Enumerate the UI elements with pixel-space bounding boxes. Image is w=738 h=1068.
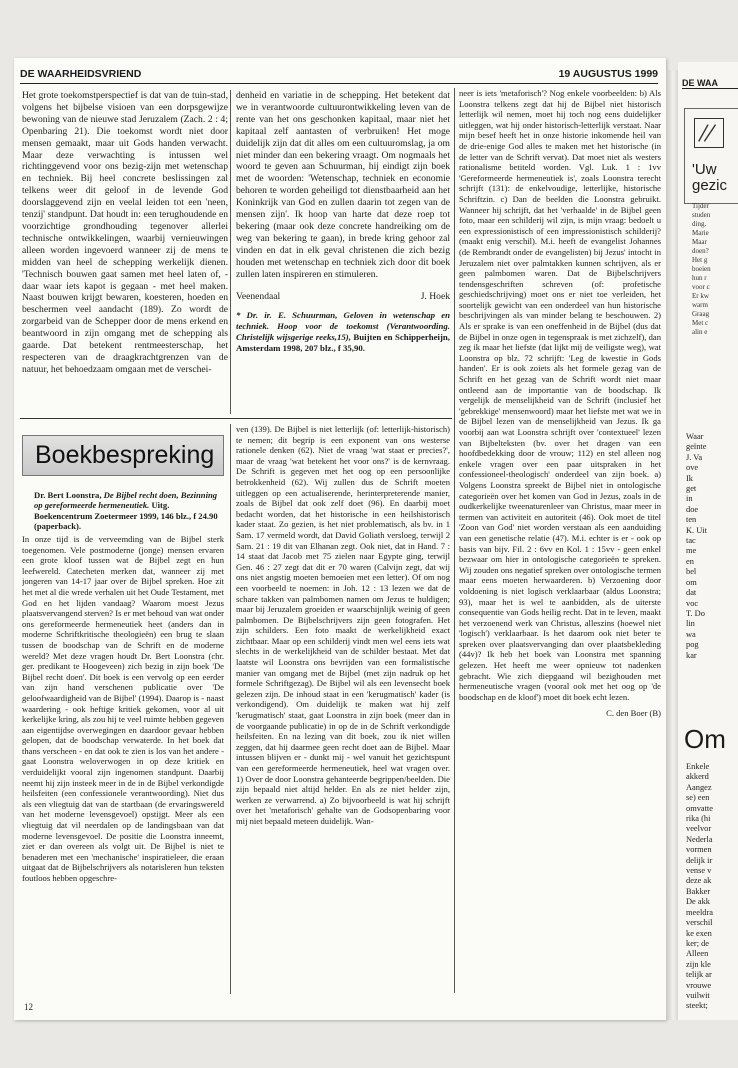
next-page-edge <box>678 62 738 1020</box>
issue-date: 19 AUGUSTUS 1999 <box>558 68 658 80</box>
review-column-3 <box>459 88 661 988</box>
review-text: neer is iets 'metaforisch'? Nog enkele voorbeelden: b) Als Loonstra telkens zegt dat hij de Bijbel niet historisch letterlijk wil nemen, moet hij toch nog eens duidelijker uitleggen, wat hij onder historisch-letterlijk verstaat. Naar mijn besef heeft het in onze historie inkomende heil van de drie-enige God alles te maken met het historische (in de letter van de Schrift vervat). Dat moet niet als westers rationalisme betiteld worden. Vgl. Luk. 1 : 1vv 'Gereformeerde hermeneutiek is', zoals Loonstra terecht schrijft (131): de enkelvoudige, letterlijke, historische Schriftzin. c) Dan de beelden die Loonstra gebruikt. Wanneer hij schrijft, dat het 'verhaalde' in de Bijbel geen foto, maar een schilderij wil zijn, is mijn vraag: bedoelt u een expressionistisch of een impressionistisch schilderij? (maakt enig verschil). M.i. heeft de evangelist Johannes (de Rembrandt onder de evangelisten) bij Jezus' intocht in Jeruzalem niet over palmtakken kunnen schrijven, als er geen palmbomen waren. Dat de Bijbelschrijvers tendensgeschriften schreven (of: profetische geschiedschrijving) moet ons er niet toe verleiden, het soortelijk gewicht van een onderdeel van hun historische beschrijvingen als van minder belang te beschouwen. 2) Als er sprake is van een oneffenheid in de Bijbel (dus dat de Bijbel in onze ogen in tegenspraak is met zichzelf), dan zeg ik maar het liefste (dat lijkt mij de veiligste weg), wat Loonstra op blz. 72 schrijft: 'Leg de kwestie in Gods handen'. Er is ook zoiets als het formele gezag van de Schrift en het gezag van de Schrift wordt niet maar ontleend aan de importantie van de boodschap. Ik vergelijk de menselijkheid van de Schrift (inclusief het 'gebrekkige' mensenwoord) maar het liefste met wat we in de Bijbel lezen van de menselijkheid van Jezus. Ik ga voorbij aan wat Loonstra schrijft over 'contextueel' lezen van Bijbelteksten (bv. over het dragen van een hoofdbedekking door de vrouw; 112) en stel alleen nog enkele vragen over een paar uitspraken in het confessioneel-theologisch' onderdeel van zijn boek. a) Volgens Loonstra spreekt de Bijbel niet in ontologische categorieën over het komen van God in Jezus, zoals in de oudkerkelijke tweenaturenleer van Christus, maar meer in termen van activiteit en autoriteit (46). Ook moet de titel 'Zoon van God' niet worden verstaan als een aanduiding van een genetische relatie (47). M.i. echter is er - ook op basis van bijv. Fil. 2 : 6vv en Kol. 1 : 15vv - geen enkel bezwaar om hier in ontologische categorieën te spreken. Wij zouden ons negatief spreken over ontologische termen maar eens moeten herwaarderen. b) Verzoening door voldoening is niet logisch verklaarbaar (aldus Loonstra; 93), maar het is wel te aanbidden, als de uiterste consequentie van Gods heilig recht. Dat in te leven, maakt het verzoenend werk van Christus, alleszins (hoewel niet 'logisch') verklaarbaar. Is het daarom ook niet beter te spreken over plaatsvervanging dan over plaatsbekleding (44v)? Ik heb het boek van Loonstra met spanning gelezen. Het heeft me weer opnieuw tot nadenken gebracht. Wie zich diepgaand wil bezighouden met hermeneutische vragen (vooral ook met het oog op 'de boodschap en de kloof') moet dit boek echt lezen. <box>459 88 661 702</box>
article-author: J. Hoek <box>420 290 450 302</box>
review-column-1 <box>22 534 224 994</box>
next-page-line: studen <box>692 211 711 219</box>
next-page-line: lin <box>686 619 695 629</box>
next-page-title-line-1: 'Uw <box>692 161 717 178</box>
next-page-line: Waar <box>686 432 704 441</box>
next-page-header: DE WAA <box>682 78 738 89</box>
next-page-line: vrouwe <box>686 980 712 990</box>
next-page-line: doe <box>686 504 699 514</box>
next-page-line: T. Do <box>686 608 705 618</box>
next-page-line: tac <box>686 536 696 546</box>
next-page-line: pog <box>686 640 699 650</box>
next-page-line: dat <box>686 588 697 598</box>
next-page-line: ker; de <box>686 938 710 948</box>
next-page-line: omvatte <box>686 803 713 813</box>
review-column-2 <box>236 424 450 999</box>
next-page-line: meeldra <box>686 907 713 917</box>
next-page-line: voc <box>686 598 699 608</box>
next-page-line: alin e <box>692 328 708 336</box>
next-page-line: Graag <box>692 310 710 318</box>
next-page-line: J. Va <box>686 452 703 462</box>
next-page-line: ten <box>686 515 697 525</box>
next-page-line: Enkele <box>686 762 710 771</box>
next-page-line: in <box>686 494 693 504</box>
next-page-line: telijk ar <box>686 970 712 980</box>
next-page-line: Met c <box>692 319 709 327</box>
next-page-line: Marie <box>692 229 709 237</box>
next-page-line: De akk <box>686 897 710 907</box>
next-page-line: kar <box>686 650 697 660</box>
next-page-line: get <box>686 484 697 494</box>
newspaper-page <box>14 58 666 1020</box>
next-page-line: Nederla <box>686 834 713 844</box>
next-page-box-text <box>692 202 736 337</box>
next-page-line: ove <box>686 463 699 473</box>
next-page-line: me <box>686 546 697 556</box>
next-page-line: vense v <box>686 866 712 876</box>
next-page-line: akkerd <box>686 772 709 782</box>
page-number: 12 <box>24 1002 33 1012</box>
column-rule <box>230 90 231 414</box>
next-page-line: Bakker <box>686 886 711 896</box>
next-page-line: zijn kle <box>686 959 711 969</box>
next-page-big-title: Om <box>684 724 726 754</box>
article-text: denheid en variatie in de schepping. Het betekent dat we in verantwoorde cultuurontwikkeling leven van de rente van het ons geschonken kapitaal, maar niet het kapitaal zelf aantasten of verbruiken! Het moge duidelijk zijn dat dit alles om een cultuuromslag, ja om niet minder dan een bekering vraagt. Om nogmaals het woord te geven aan Schuurman, hij eindigt zijn boek met de woorden: 'Wetenschap, techniek en economie behoren te worden geheiligd tot dienstbaarheid aan het Koninkrijk van God en zullen daarin tot zegen van de mensen zijn'. Ik hoop van harte dat deze roep tot bekering (maar ook deze concrete handreiking om de weg van bekering te gaan), in brede kring gehoor zal vinden en dat in elk geval christenen die zich bezig houden met wetenschap en techniek zich door dit boek zullen laten inspireren en stimuleren. <box>236 90 450 280</box>
next-page-line: Ik <box>686 473 693 483</box>
next-page-line: verschil <box>686 918 713 928</box>
next-page-line: delijk ir <box>686 855 713 865</box>
column-rule <box>230 424 231 994</box>
next-page-bottom-text <box>686 762 738 1012</box>
review-book-info <box>34 490 224 532</box>
review-book-publisher: Uitg. Boekencentrum Zoetermeer 1999, 146 blz., f 24.90 (paperback). <box>34 500 218 532</box>
next-page-line: geïnte <box>686 442 707 452</box>
reviewer-name: C. den Boer (B) <box>606 708 661 719</box>
next-page-line: ding. <box>692 220 707 228</box>
section-divider <box>20 418 452 419</box>
next-page-line: deze ak <box>686 876 712 886</box>
publication-name: DE WAARHEIDSVRIEND <box>20 68 142 80</box>
article-footnote <box>236 310 450 353</box>
next-page-line: Het g <box>692 256 708 264</box>
next-page-line: ke exen <box>686 928 712 938</box>
article-column-2 <box>236 90 450 416</box>
next-page-title-line-2: gezic <box>692 177 728 194</box>
review-text: ven (139). De Bijbel is niet letterlijk (of: letterlijk-historisch) te nemen; dit begrip is een exponent van ons westerse rationele denken (62). Niet de vraag 'wat staat er precies?', maar de vraag 'wat betekent het voor ons?' is de kernvraag. De Schrift is gegeven met het oog op een persoonlijke betrokkenheid (62). Wij zullen dus de Schrift moeten uitleggen op een actualiserende, herinterpreterende manier, zoals de Bijbel dat ook zelf doet (96). En daarbij moet bedacht worden, dat het historische in een heilshistorisch kader staat. Zo gezien, is het niet problematisch, als bv. in 1 Sam. 17 vermeld wordt, dat David Goliath versloeg, terwijl 2 Sam. 21 : 19 dit van Elhanan zegt. Ook niet, dat in Hand. 7 : 14 staat dat Jacob met 75 zielen naar Egypte ging, terwijl Gen. 46 : 27 zegt dat dit er 70 waren (Calvijn zegt, dat wij ons niet angstig moeten bemoeien met een letter). Of om nog een voorbeeld te noemen: in Joh. 12 : 13 lezen we dat de schare takken van palmbomen namen om Jezus te huldigen; maar bij Jeruzalem groeiden er waarschijnlijk weinig of geen palmbomen. De Bijbelschrijvers zijn geen fotografen. Het zijn schilders. Een foto maakt de werkelijkheid exact zichtbaar. Maar op een schilderij vindt men wel eens iets wat slechts in de werkelijkheid van de schilder bestaat. Met dat laatste wil Loonstra ons bevrijden van een formalistische manier van omgang met de Bijbel (met zijn nadruk op het formele Schriftgezag). De Bijbel wil als een levensecht boek gelezen zijn. De inhoud staat in een 'kerugmatisch' kader (is verkondigend). Om duidelijk te maken wat hij zelf 'kerugmatisch' staat, gaat Loonstra in zijn boek (meer dan in de voorgaande publicatie) in op de in de Schrift verkondigde heilsfeiten. En na lezing van dit boek, zou ik niet willen zeggen, dat hij daarmee geen recht doet aan de Bijbel. Maar intussen blijven er - dunkt mij - wel vanuit het gezichtspunt van een gereformeerde hermeneutiek, heel wat vragen over. 1) Over de door Loonstra gehanteerde begrippen/beelden. Die zijn bepaald niet altijd helder. En als ze niet helder zijn, werken ze verwarrend. a) Zo bijvoorbeeld is wat hij schrijft over het 'metaforisch' gehalte van de Godsopenbaring voor mij niet bepaald meteen duidelijk. Wan- <box>236 424 450 826</box>
book-icon <box>694 118 724 148</box>
review-text: In onze tijd is de verveemding van de Bijbel sterk toegenomen. Vele postmoderne (jonge) mensen ervaren een grote kloof tussen wat de Bijbel zegt en hun leefwereld. Catecheten merken dat, wanneer zij met jongeren van 14-17 jaar over de Bijbel spreken. Hoe zit het met al die wrede verhalen uit het Oude Testament, met God en het lijden vandaag? Waarom moest Jezus plaatsvervangend sterven? Is er met behoud van wat onder ons gereformeerde hermeneutiek heet (anders dan in moderne Schriftkritische theologieën) een brug te slaan tussen de boodschap van de Schrift en de moderne wereld? Met deze vragen houdt Dr. Bert Loonstra (chr. ger. predikant te Hoogeveen) zich bezig in zijn boek 'De Bijbel recht doen'. Dit boek is een vervolg op een eerder van zijn hand verschenen publicatie over 'De geloofwaardigheid van de Bijbel' (1994). Daarop is - naast waardering - ook heftige kritiek gekomen, voor al uit kerkelijke kring, als zou hij te veel ruimte hebben gegeven aan eigentijdse overwegingen en daardoor gevaar hebben gelopen, dat de boodschap verwaterde. In het boek dat thans verscheen - en dat ook te zien is los van het andere - gaat Loonstra weloverwogen in op deze kritiek en verduidelijkt vooral zijn ingenomen standpunt. Daarbij neemt hij zijn insteek meer in de in de Bijbel verkondigde heilsfeiten (een confessionele verantwoording). Niet dus als een vliegtuig dat van de startbaan (de ervaringswereld van het moderne levensgevoel) opstijgt. Meer als een vliegtuig dat vil neerdalen op de landingsbaan van dat moderne levensgevoel. De positie die Loonstra inneemt, ziet er dan overeen als volgt uit. De Bijbel is niet te benaderen met een 'mechanische' inspiratieleer, die eraan uitgaat dat de Bijbelschrijvers als notarisleren hun teksten foutloos hebben opgeschre- <box>22 534 224 883</box>
next-page-line: doen? <box>692 247 709 255</box>
review-book-author: Dr. Bert Loonstra, <box>34 490 102 500</box>
next-page-line: vormen <box>686 845 712 855</box>
next-page-line: boeien <box>692 265 711 273</box>
article-column-1 <box>22 90 228 416</box>
next-page-line: steekt; <box>686 1001 708 1011</box>
review-banner: Boekbespreking <box>22 435 224 476</box>
page-gutter <box>666 70 678 1020</box>
footnote-publisher: Buijten en Schipperheijn, Amsterdam 1998, 207 blz., f 35,90. <box>236 332 450 353</box>
next-page-line: se) een <box>686 793 710 803</box>
next-page-line: veelvor <box>686 824 712 834</box>
next-page-line: en <box>686 556 694 566</box>
next-page-line: vuilwit <box>686 990 710 1000</box>
next-page-line: Alleen <box>686 949 709 959</box>
next-page-line: bel <box>686 567 697 577</box>
article-place: Veenendaal <box>236 290 281 302</box>
next-page-line: Maar <box>692 238 707 246</box>
next-page-mid-text <box>686 432 738 661</box>
column-rule <box>454 88 455 993</box>
next-page-line: hun r <box>692 274 707 282</box>
next-page-line: voor c <box>692 283 710 291</box>
next-page-line: wa <box>686 629 696 639</box>
page-header <box>20 66 658 84</box>
footnote-title: * Dr. ir. E. Schuurman, Geloven in wetenschap en techniek. Hoop voor de toekomst (Verantwoording. Christelijk wijsgerige reeks,15), <box>236 310 450 342</box>
next-page-title <box>692 162 727 194</box>
next-page-line: rika (hi <box>686 814 711 824</box>
article-text: Het grote toekomstperspectief is dat van de tuin-stad, volgens het bijbelse visioen van een dorpsgewijze bewoning van de nieuwe stad Jeruzalem (Zach. 2 : 4; Openbaring 21). Die toekomst wordt niet door mensen gemaakt, maar uit Gods handen verwacht. Maar deze verwachting is intussen wel richtinggevend voor ons bezig-zijn met wetenschap en techniek. Bij heel concrete beslissingen zal telkens weer dit geloof in de levende God doorslaggevend zijn en veelal leiden tot een 'neen, tenzij' standpunt. Dat houdt in: een terughoudende en voorzichtige grondhouding tegenover allerlei technische ontwikkelingen, waarbij vernieuwingen alleen worden ingevoerd wanneer zij de mens te midden van heel de schepping werkelijk dienen. 'Technisch bouwen gaat samen met heel laten of, - daar waar iets kapot is gegaan - met heel maken. Naast bouwen krijgt bewaren, koesteren, hoeden en beschermen veel aandacht (189). Zo wordt de zorgarbeid van de Schepper door de mens erkend en beantwoord in zijn omgang met de schepping als gaarde. Dat betekent rentmeesterschap, het respecteren van de draagkrachtgrenzen van de natuur, het behoedzaam omgaan met de verschei- <box>22 90 228 375</box>
next-page-line: Er kw <box>692 292 709 300</box>
next-page-line: warm <box>692 301 708 309</box>
next-page-line: Tijder <box>692 202 709 210</box>
next-page-line: K. Uit <box>686 525 707 535</box>
review-book-title: De Bijbel recht doen, Bezinning op gereformeerde hermeneutiek. <box>34 490 218 511</box>
next-page-line: Aangez <box>686 782 712 792</box>
article-signature <box>236 291 450 303</box>
next-page-line: om <box>686 577 697 587</box>
